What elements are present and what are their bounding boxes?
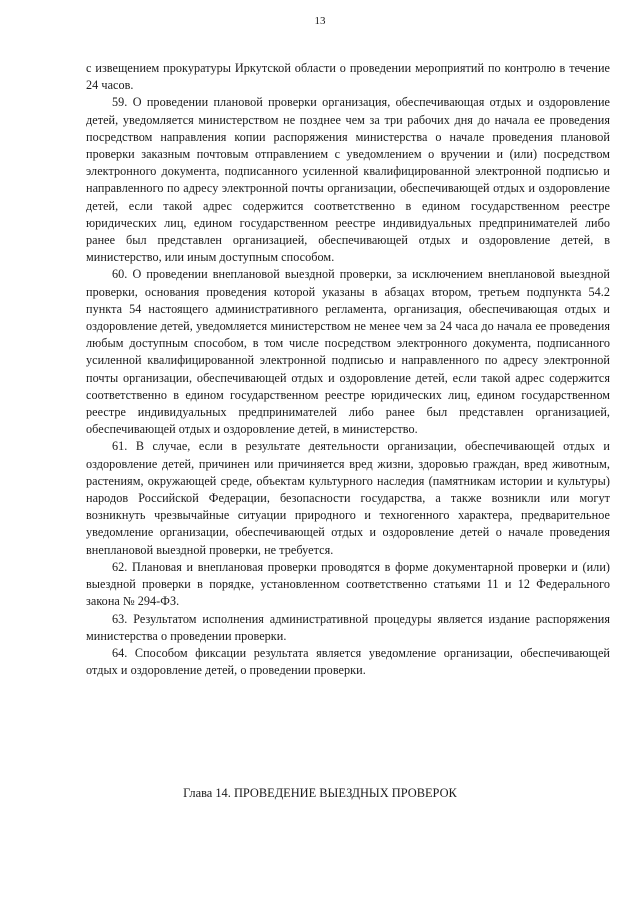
document-body	[86, 60, 610, 679]
paragraph-59: 59. О проведении плановой проверки организация, обеспечивающая отдых и оздоровление детей, уведомляется министерством не позднее чем за три рабочих дня до начала ее проведения посредством направления копии распоряжения министерства о начале проведения плановой проверки заказным почтовым отправлением с уведомлением о вручении и (или) посредством электронного документа, подписанного усиленной квалифицированной электронной подписью и направленного по адресу электронной почты организации, обеспечивающей отдых и оздоровление детей, если такой адрес содержится соответственно в едином государственном реестре юридических лиц, едином государственном реестре индивидуальных предпринимателей либо ранее был представлен организацией, обеспечивающей отдых и оздоровление детей, в министерство, или иным доступным способом.	[86, 95, 610, 265]
page-number: 13	[314, 15, 326, 27]
paragraph-64: 64. Способом фиксации результата является уведомление организации, обеспечивающей отдых и оздоровление детей, о проведении проверки.	[86, 645, 610, 678]
paragraph-63: 63. Результатом исполнения административной процедуры является издание распоряжения министерства о проведении проверки.	[86, 611, 610, 643]
paragraph-61: 61. В случае, если в результате деятельности организации, обеспечивающей отдых и оздоровление детей, причинен или причиняется вред жизни, здоровью граждан, вред животным, растениям, окружающей среде, объектам культурного наследия (памятникам истории и культуры) народов Российской Федерации, безопасности государства, а также возникли или могут возникнуть чрезвычайные ситуации природного и техногенного характера, предварительное уведомление организации, обеспечивающей отдых и оздоровление детей о начале проведения внеплановой выездной проверки, не требуется.	[86, 439, 610, 557]
paragraph-62: 62. Плановая и внеплановая проверки проводятся в форме документарной проверки и (или) выездной проверки в порядке, установленном соответственно статьями 11 и 12 Федерального закона № 294-ФЗ.	[86, 559, 610, 609]
paragraph-continuation: с извещением прокуратуры Иркутской области о проведении мероприятий по контролю в течение 24 часов.	[86, 61, 610, 93]
chapter-heading: Глава 14. ПРОВЕДЕНИЕ ВЫЕЗДНЫХ ПРОВЕРОК	[183, 786, 457, 800]
paragraph-60: 60. О проведении внеплановой выездной проверки, за исключением внеплановой выездной проверки, основания проведения которой указаны в абзацах втором, третьем подпункта 54.2 пункта 54 настоящего административного регламента, организация, обеспечивающая отдых и оздоровление детей, уведомляется министерством не менее чем за 24 часа до начала ее проведения любым доступным способом, в том числе посредством электронного документа, подписанного усиленной квалифицированной электронной подписью и направленного по адресу электронной почты организации, обеспечивающей отдых и оздоровление детей, если такой адрес содержится соответственно в едином государственном реестре юридических лиц, едином государственном реестре индивидуальных предпринимателей либо ранее был представлен организацией, обеспечивающей отдых и оздоровление детей, в министерство.	[86, 267, 610, 437]
